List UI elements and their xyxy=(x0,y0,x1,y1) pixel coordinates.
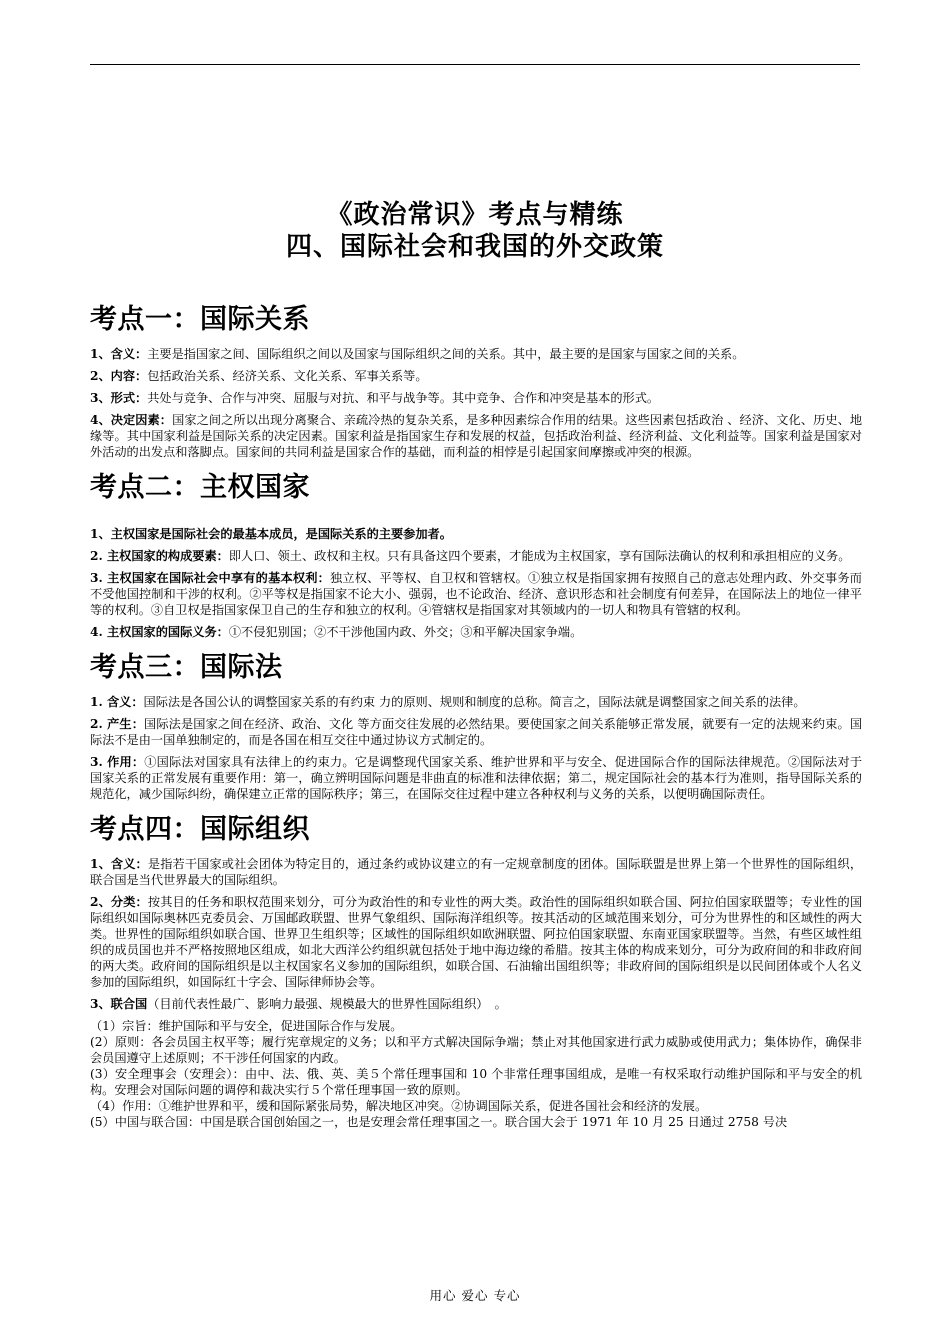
s3-p1-label: 1. 含义： xyxy=(90,695,144,709)
s3-p2-text: 国际法是国家之间在经济、政治、文化 等方面交往发展的必然结果。要使国家之间关系能够正常发展，就要有一定的法规来约束。国际法不是由一国单独制定的，而是各国在相互交往中通过协议方式制定的。 xyxy=(90,717,863,747)
s3-p3-label: 3. 作用： xyxy=(90,755,145,769)
s2-p2-label: 2. 主权国家的构成要素： xyxy=(90,549,229,563)
s4-p1-label: 1、含义： xyxy=(90,857,148,871)
s1-paragraph-2 xyxy=(90,368,862,384)
s1-p3-label: 3、形式： xyxy=(90,391,148,405)
un-item-4: （4）作用：①维护世界和平，缓和国际紧张局势，解决地区冲突。②协调国际关系，促进各国社会和经济的发展。 xyxy=(90,1099,708,1113)
s2-paragraph-1 xyxy=(90,526,862,542)
section-heading-4: 考点四：国际组织 xyxy=(90,814,310,845)
s4-p3-text: （目前代表性最广、影响力最强、规模最大的世界性国际组织） 。 xyxy=(147,997,507,1011)
s4-paragraph-3 xyxy=(90,996,862,1012)
s3-paragraph-1 xyxy=(90,694,862,710)
s3-p1-text: 国际法是各国公认的调整国家关系的有约束 力的原则、规则和制度的总称。简言之，国际法就是调整国家之间关系的法律。 xyxy=(143,695,806,709)
s2-p3-label: 3. 主权国家在国际社会中享有的基本权利： xyxy=(90,571,330,585)
page-footer: 用心 爱心 专心 xyxy=(429,1288,521,1303)
s1-p4-text: 国家之间之所以出现分离聚合、亲疏冷热的复杂关系，是多种因素综合作用的结果。这些因素包括政治 、经济、文化、历史、地缘等。其中国家利益是国际关系的决定因素。国家利益是指国家生存和发展的权益，包括政治利益、经济利益、文化利益等。国家利益是国家对外活动的出发点和落脚点。国家间的共同利益是国家合作的基础，而利益的相悖是引起国家间摩擦或冲突的根源。 xyxy=(90,413,863,459)
s1-p2-text: 包括政治关系、经济关系、文化关系、军事关系等。 xyxy=(147,369,428,383)
header-rule xyxy=(90,64,860,65)
s2-p4-label: 4. 主权国家的国际义务： xyxy=(90,625,229,639)
s1-paragraph-3 xyxy=(90,390,862,406)
section-heading-2: 考点二：主权国家 xyxy=(90,472,310,503)
s1-p1-label: 1、含义： xyxy=(90,347,148,361)
s1-p1-text: 主要是指国家之间、国际组织之间以及国家与国际组织之间的关系。其中，最主要的是国家与国家之间的关系。 xyxy=(147,347,745,361)
section-heading-1: 考点一：国际关系 xyxy=(90,304,310,335)
s4-p2-text: 按其目的任务和职权范围来划分，可分为政治性的和专业性的两大类。政治性的国际组织如联合国、阿拉伯国家联盟等；专业性的国际组织如国际奥林匹克委员会、万国邮政联盟、世界气象组织、国际海洋组织等。按其活动的区域范围来划分，可分为世界性的和区域性的两大类。世界性的国际组织如联合国、世界卫生组织等；区域性的国际组织如欧洲联盟、阿拉伯国家联盟、东南亚国家联盟等。当然，有些区域性组织的成员国也并不严格按照地区组成，如北大西洋公约组织就包括处于地中海边缘的希腊。按其主体的构成来划分，可分为政府间的和非政府间的两大类。政府间的国际组织是以主权国家名义参加的国际组织，如联合国、石油输出国组织等；非政府间的国际组织是以民间团体或个人名义参加的国际组织，如国际红十字会、国际律师协会等。 xyxy=(90,895,863,989)
s2-paragraph-3 xyxy=(90,570,862,618)
s2-p1-bold: 1、主权国家是国际社会的最基本成员，是国际关系的主要参加者。 xyxy=(90,527,452,541)
un-item-5: (5）中国与联合国：中国是联合国创始国之一，也是安理会常任理事国之一。联合国大会于 1971 年 10 月 25 日通过 2758 号决 xyxy=(90,1115,788,1129)
s2-p3-text: 独立权、平等权、自卫权和管辖权。①独立权是指国家拥有按照自己的意志处理内政、外交事务而不受他国控制和干涉的权利。②平等权是指国家不论大小、强弱，也不论政治、经济、意识形态和社会制度有何差异，在国际法上的地位一律平等的权利。③自卫权是指国家保卫自己的生存和独立的权利。④管辖权是指国家对其领域内的一切人和物具有管辖的权利。 xyxy=(90,571,862,617)
s4-paragraph-1 xyxy=(90,856,862,888)
un-item-2: (2）原则：各会员国主权平等；履行宪章规定的义务；以和平方式解决国际争端；禁止对其他国家进行武力威胁或使用武力；集体协作，确保非会员国遵守上述原则；不干涉任何国家的内政。 xyxy=(90,1035,862,1065)
s1-p2-label: 2、内容： xyxy=(90,369,148,383)
section-heading-3: 考点三：国际法 xyxy=(90,652,283,683)
s4-paragraph-2 xyxy=(90,894,862,990)
s3-paragraph-2 xyxy=(90,716,862,748)
document-title: 《政治常识》考点与精练 xyxy=(326,200,624,230)
chapter-title: 四、国际社会和我国的外交政策 xyxy=(285,232,664,262)
s3-p3-text: ①国际法对国家具有法律上的约束力。它是调整现代国家关系、维护世界和平与安全、促进国际合作的国际法律规范。②国际法对于国家关系的正常发展有重要作用：第一，确立辨明国际问题是非曲直的标准和法律依据；第二，规定国际社会的基本行为准则，指导国际关系的规范化，减少国际纠纷，确保建立正常的国际秩序；第三，在国际交往过程中建立各种权利与义务的关系，以便明确国际责任。 xyxy=(90,755,863,801)
un-item-3: (3）安全理事会（安理会）：由中、法、俄、英、美５个常任理事国和 10 个非常任理事国组成，是唯一有权采取行动维护国际和平与安全的机构。安理会对国际问题的调停和裁决实行５个常任理事国一致的原则。 xyxy=(90,1067,862,1097)
s3-paragraph-3 xyxy=(90,754,862,802)
s2-p2-text: 即人口、领土、政权和主权。只有具备这四个要素，才能成为主权国家，享有国际法确认的权利和承担相应的义务。 xyxy=(228,549,851,563)
s4-p1-text: 是指若干国家或社会团体为特定目的，通过条约或协议建立的有一定规章制度的团体。国际联盟是世界上第一个世界性的国际组织，联合国是当代世界最大的国际组织。 xyxy=(90,857,863,887)
s3-p2-label: 2. 产生： xyxy=(90,717,145,731)
s4-p3-label: 3、联合国 xyxy=(90,997,148,1011)
s1-paragraph-1 xyxy=(90,346,862,362)
s1-paragraph-4 xyxy=(90,412,862,460)
s1-p3-text: 共处与竞争、合作与冲突、屈服与对抗、和平与战争等。其中竞争、合作和冲突是基本的形式。 xyxy=(147,391,660,405)
s2-p4-text: ①不侵犯别国；②不干涉他国内政、外交；③和平解决国家争端。 xyxy=(228,625,583,639)
un-item-1: （1）宗旨：维护国际和平与安全，促进国际合作与发展。 xyxy=(90,1019,403,1033)
s4-p2-label: 2、分类： xyxy=(90,895,148,909)
s2-paragraph-4 xyxy=(90,624,862,640)
s2-paragraph-2 xyxy=(90,548,862,564)
document-body xyxy=(90,298,862,1130)
s1-p4-label: 4、决定因素： xyxy=(90,413,173,427)
